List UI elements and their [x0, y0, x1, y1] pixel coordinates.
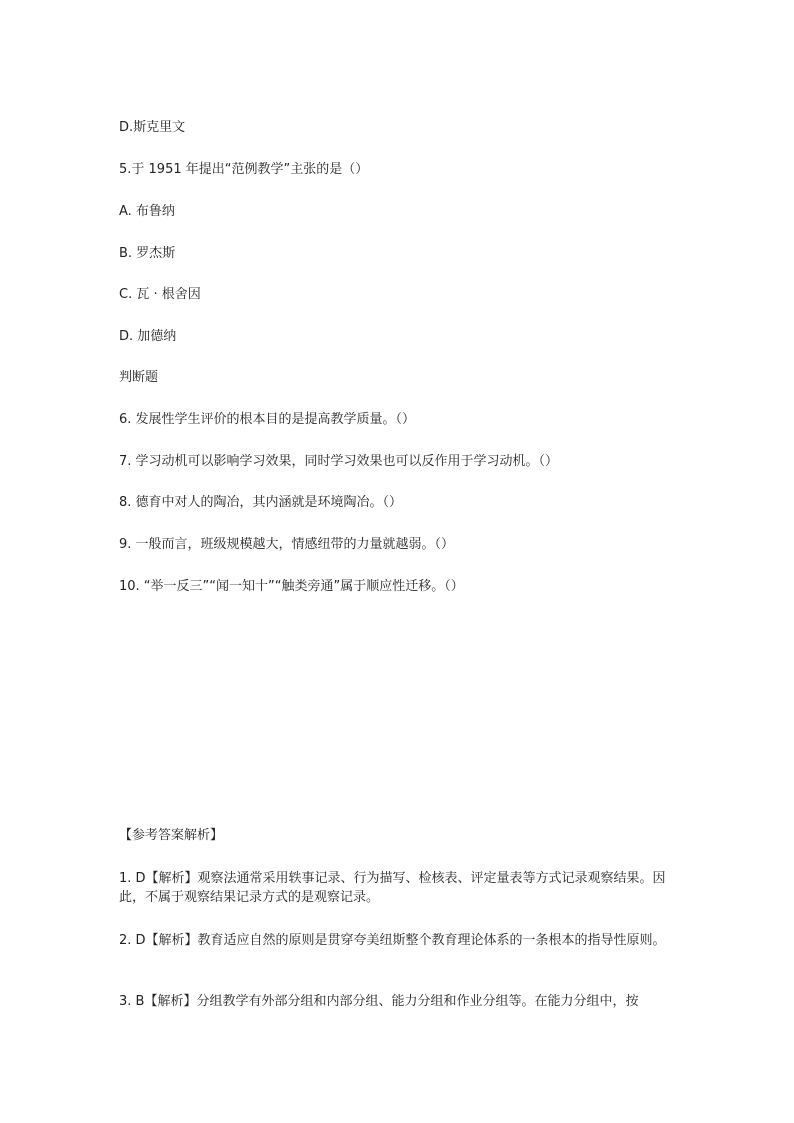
- question-5-option-c: C. 瓦 · 根舍因: [119, 287, 201, 302]
- question-5-option-d: D. 加德纳: [119, 329, 177, 344]
- answer-3: 3. B【解析】分组教学有外部分组和内部分组、能力分组和作业分组等。在能力分组中，按: [119, 994, 639, 1009]
- question-5-option-a: A. 布鲁纳: [119, 204, 175, 219]
- question-9: 9. 一般而言，班级规模越大，情感纽带的力量就越弱。（）: [119, 537, 455, 552]
- question-8: 8. 德育中对人的陶冶，其内涵就是环境陶冶。（）: [119, 495, 403, 510]
- question-6: 6. 发展性学生评价的根本目的是提高教学质量。（）: [119, 412, 416, 427]
- answers-title: 【参考答案解析】: [119, 828, 224, 843]
- question-10: 10. “举一反三”“闻一知十”“触类旁通”属于顺应性迁移。（）: [119, 579, 464, 594]
- answer-1: 1. D【解析】观察法通常采用轶事记录、行为描写、检核表、评定量表等方式记录观察结果。因此，不属于观察结果记录方式的是观察记录。: [119, 871, 666, 905]
- question-4-option-d: D.斯克里文: [119, 120, 186, 135]
- answer-2: 2. D【解析】教育适应自然的原则是贯穿夸美纽斯整个教育理论体系的一条根本的指导性原则。: [119, 933, 666, 948]
- question-7: 7. 学习动机可以影响学习效果，同时学习效果也可以反作用于学习动机。（）: [119, 454, 559, 469]
- question-5-stem: 5.于 1951 年提出“范例教学”主张的是（）: [119, 162, 369, 177]
- question-5-option-b: B. 罗杰斯: [119, 246, 176, 261]
- section-title-judgment: 判断题: [119, 370, 159, 385]
